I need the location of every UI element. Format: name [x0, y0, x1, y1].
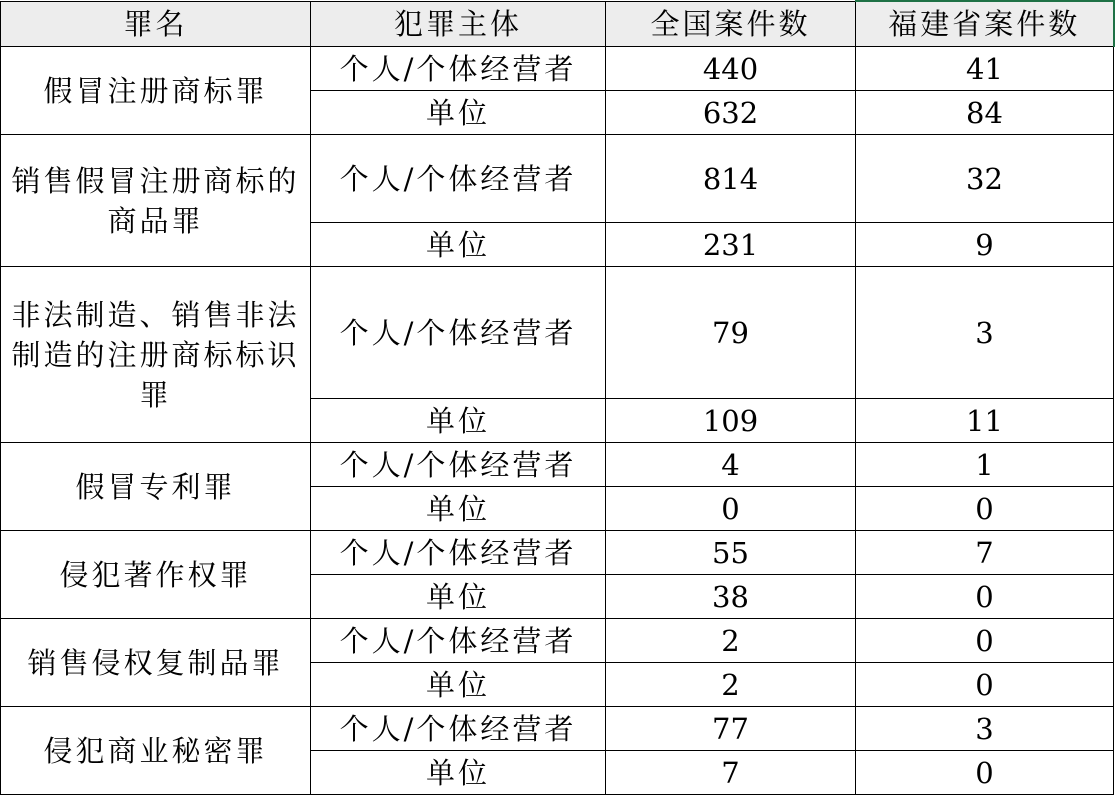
header-row [1, 1, 1114, 47]
subject-cell[interactable]: 个人/个体经营者 [311, 619, 606, 663]
fujian-count-cell[interactable]: 9 [856, 223, 1114, 267]
subject-cell[interactable]: 单位 [311, 751, 606, 795]
national-count-cell[interactable]: 2 [606, 663, 856, 707]
national-count-cell[interactable]: 0 [606, 487, 856, 531]
crime-name-cell[interactable]: 非法制造、销售非法制造的注册商标标识罪 [1, 267, 311, 443]
subject-cell[interactable]: 单位 [311, 223, 606, 267]
table-row [1, 443, 1114, 487]
subject-cell[interactable]: 个人/个体经营者 [311, 531, 606, 575]
national-count-cell[interactable]: 79 [606, 267, 856, 399]
crime-name-cell[interactable]: 假冒注册商标罪 [1, 47, 311, 135]
national-count-cell[interactable]: 38 [606, 575, 856, 619]
subject-cell[interactable]: 单位 [311, 487, 606, 531]
national-count-cell[interactable]: 632 [606, 91, 856, 135]
fujian-count-cell[interactable]: 0 [856, 575, 1114, 619]
fujian-count-cell[interactable]: 32 [856, 135, 1114, 223]
header-fujian-count[interactable]: 福建省案件数 [856, 1, 1114, 47]
subject-cell[interactable]: 个人/个体经营者 [311, 443, 606, 487]
fujian-count-cell[interactable]: 3 [856, 267, 1114, 399]
table-row [1, 47, 1114, 91]
fujian-count-cell[interactable]: 41 [856, 47, 1114, 91]
subject-cell[interactable]: 个人/个体经营者 [311, 267, 606, 399]
crime-name-cell[interactable]: 假冒专利罪 [1, 443, 311, 531]
fujian-count-cell[interactable]: 3 [856, 707, 1114, 751]
national-count-cell[interactable]: 2 [606, 619, 856, 663]
subject-cell[interactable]: 个人/个体经营者 [311, 707, 606, 751]
fujian-count-cell[interactable]: 0 [856, 663, 1114, 707]
fujian-count-cell[interactable]: 0 [856, 619, 1114, 663]
header-crime[interactable]: 罪名 [1, 1, 311, 47]
subject-cell[interactable]: 单位 [311, 575, 606, 619]
crime-name-cell[interactable]: 侵犯商业秘密罪 [1, 707, 311, 795]
national-count-cell[interactable]: 77 [606, 707, 856, 751]
fujian-count-cell[interactable]: 0 [856, 751, 1114, 795]
table-row [1, 707, 1114, 751]
fujian-count-cell[interactable]: 1 [856, 443, 1114, 487]
national-count-cell[interactable]: 109 [606, 399, 856, 443]
national-count-cell[interactable]: 814 [606, 135, 856, 223]
fujian-count-cell[interactable]: 11 [856, 399, 1114, 443]
national-count-cell[interactable]: 7 [606, 751, 856, 795]
crime-name-cell[interactable]: 销售假冒注册商标的商品罪 [1, 135, 311, 267]
crime-name-cell[interactable]: 销售侵权复制品罪 [1, 619, 311, 707]
fujian-count-cell[interactable]: 0 [856, 487, 1114, 531]
table-body [1, 47, 1114, 795]
national-count-cell[interactable]: 231 [606, 223, 856, 267]
subject-cell[interactable]: 单位 [311, 399, 606, 443]
national-count-cell[interactable]: 55 [606, 531, 856, 575]
subject-cell[interactable]: 单位 [311, 663, 606, 707]
table-row [1, 531, 1114, 575]
fujian-count-cell[interactable]: 7 [856, 531, 1114, 575]
table-row [1, 619, 1114, 663]
fujian-count-cell[interactable]: 84 [856, 91, 1114, 135]
subject-cell[interactable]: 单位 [311, 91, 606, 135]
table-row [1, 267, 1114, 399]
header-subject[interactable]: 犯罪主体 [311, 1, 606, 47]
national-count-cell[interactable]: 440 [606, 47, 856, 91]
table-row [1, 135, 1114, 223]
subject-cell[interactable]: 个人/个体经营者 [311, 135, 606, 223]
crime-name-cell[interactable]: 侵犯著作权罪 [1, 531, 311, 619]
subject-cell[interactable]: 个人/个体经营者 [311, 47, 606, 91]
header-national-count[interactable]: 全国案件数 [606, 1, 856, 47]
national-count-cell[interactable]: 4 [606, 443, 856, 487]
